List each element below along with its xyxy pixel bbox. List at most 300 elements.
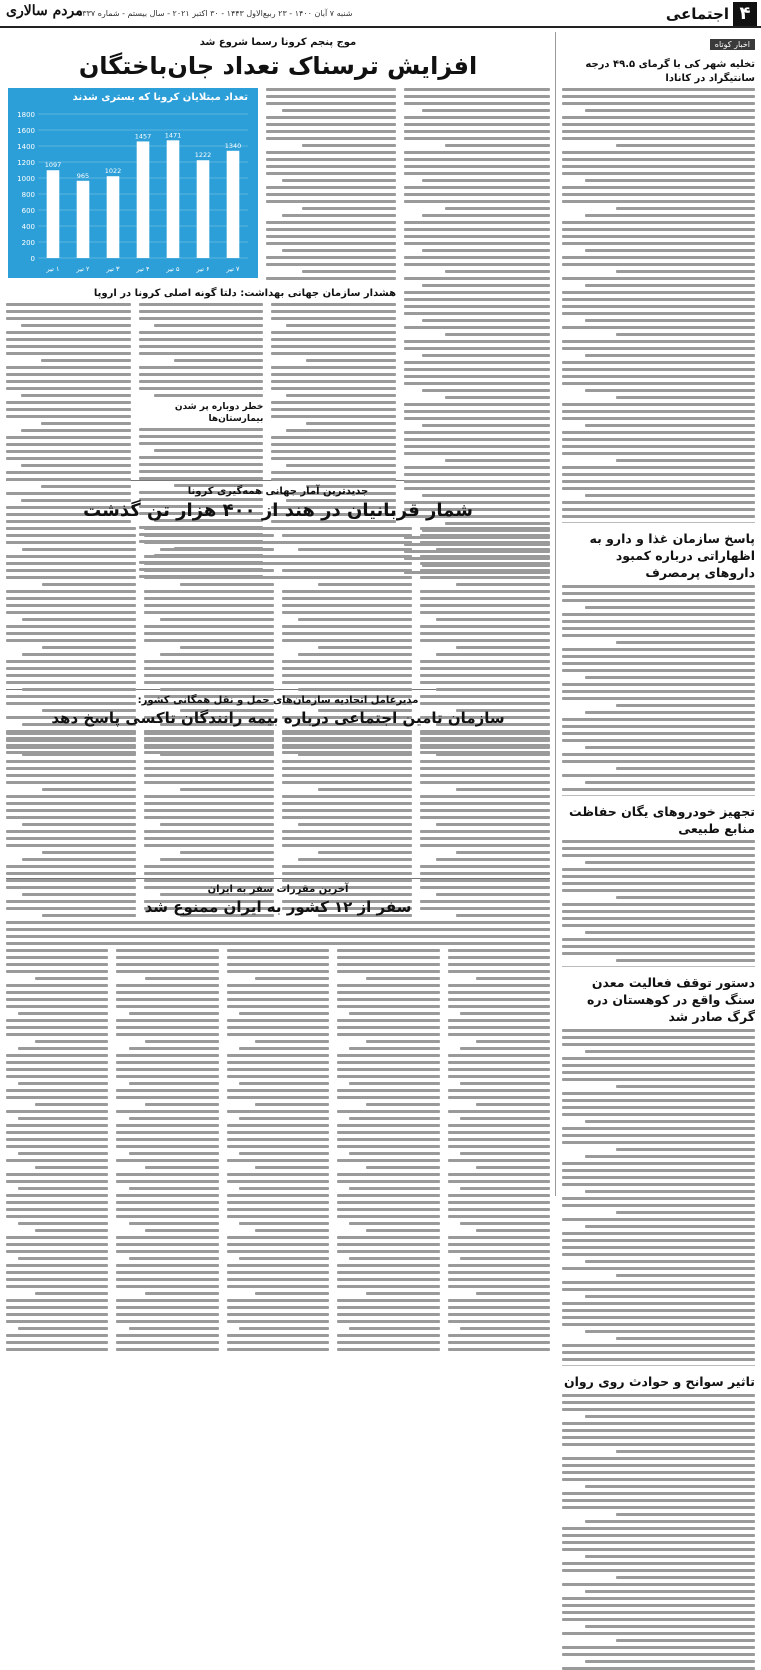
text-line	[282, 872, 412, 875]
text-line	[6, 1236, 108, 1239]
text-line	[616, 1513, 755, 1516]
text-line	[562, 854, 755, 857]
text-line	[585, 1330, 755, 1333]
text-line	[420, 660, 550, 663]
text-line	[6, 760, 136, 763]
x-tick-label: ۴ تیر	[136, 265, 150, 273]
text-line	[562, 1239, 755, 1242]
text-line	[282, 625, 412, 628]
text-line	[6, 1180, 108, 1183]
text-line	[562, 501, 755, 504]
article-text	[227, 921, 329, 1351]
text-line	[585, 494, 755, 497]
y-tick-label: 1200	[17, 159, 35, 167]
text-line	[18, 1047, 108, 1050]
text-line	[562, 1653, 755, 1656]
text-line	[116, 1145, 218, 1148]
data-label: 1457	[134, 132, 152, 141]
text-line	[42, 914, 136, 917]
text-line	[174, 359, 264, 362]
text-line	[448, 991, 550, 994]
text-line	[129, 1327, 219, 1330]
text-line	[139, 303, 264, 306]
text-line	[404, 116, 550, 119]
text-line	[420, 604, 550, 607]
text-line	[562, 1113, 755, 1116]
text-line	[227, 1019, 329, 1022]
text-line	[239, 1257, 329, 1260]
text-line	[562, 256, 755, 259]
text-line	[562, 620, 755, 623]
text-line	[144, 746, 274, 749]
text-line	[562, 910, 755, 913]
text-line	[337, 1180, 439, 1183]
text-line	[6, 991, 108, 994]
text-line	[116, 1348, 218, 1351]
text-line	[404, 382, 550, 385]
text-line	[404, 480, 550, 483]
text-line	[616, 1337, 755, 1340]
text-line	[227, 984, 329, 987]
text-line	[562, 690, 755, 693]
text-line	[448, 1341, 550, 1344]
text-line	[562, 1667, 755, 1670]
text-line	[562, 186, 755, 189]
text-line	[445, 459, 550, 462]
text-line	[6, 1005, 108, 1008]
text-line	[41, 422, 131, 425]
text-line	[562, 1541, 755, 1544]
issue-line: شنبه ۷ آبان ۱۴۰۰ - ۲۳ ربیع‌الاول ۱۴۴۳ - ۳۰ اکتبر ۲۰۲۱ - سال بیستم - شماره ۵۳۳۷	[78, 9, 353, 18]
text-line	[6, 1096, 108, 1099]
text-line	[404, 221, 550, 224]
text-line	[6, 611, 136, 614]
text-line	[144, 611, 274, 614]
story-title: شمار قربانیان در هند از ۴۰۰ هزار تن گذشت	[83, 500, 473, 521]
text-line	[349, 1257, 439, 1260]
text-line	[562, 592, 755, 595]
text-line	[476, 1040, 550, 1043]
text-line	[562, 1057, 755, 1060]
text-line	[420, 809, 550, 812]
text-line	[116, 984, 218, 987]
text-line	[366, 1103, 440, 1106]
text-line	[239, 1152, 329, 1155]
text-line	[282, 660, 412, 663]
text-line	[422, 214, 550, 217]
text-line	[366, 1292, 440, 1295]
text-line	[562, 718, 755, 721]
text-line	[448, 949, 550, 952]
text-line	[562, 1604, 755, 1607]
text-line	[266, 137, 396, 140]
text-line	[562, 1281, 755, 1284]
chart-svg	[8, 88, 258, 278]
text-line	[445, 333, 550, 336]
text-line	[562, 1436, 755, 1439]
related-story-title: هشدار سازمان جهانی بهداشت: دلتا گونه اصلی کرونا در اروپا	[93, 288, 396, 299]
section-number: ۴	[733, 2, 757, 26]
text-line	[282, 865, 412, 868]
text-line	[227, 1180, 329, 1183]
text-line	[420, 774, 550, 777]
text-line	[562, 312, 755, 315]
text-line	[6, 1341, 108, 1344]
text-line	[282, 774, 412, 777]
text-line	[116, 1089, 218, 1092]
text-line	[227, 1124, 329, 1127]
text-line	[337, 991, 439, 994]
text-line	[154, 394, 264, 397]
text-line	[420, 760, 550, 763]
y-tick-label: 1000	[17, 175, 35, 183]
text-line	[282, 569, 412, 572]
story-travel-ban	[6, 883, 550, 1213]
text-line	[420, 907, 550, 910]
text-line	[448, 1075, 550, 1078]
text-line	[227, 1026, 329, 1029]
text-line	[266, 221, 396, 224]
text-line	[562, 515, 755, 518]
text-line	[562, 1169, 755, 1172]
text-line	[227, 1341, 329, 1344]
text-line	[562, 1358, 755, 1361]
text-line	[585, 284, 755, 287]
text-line	[616, 704, 755, 707]
text-line	[448, 1271, 550, 1274]
text-line	[116, 1068, 218, 1071]
text-line	[562, 1127, 755, 1130]
text-line	[404, 361, 550, 364]
story-body	[6, 921, 550, 1355]
text-line	[562, 452, 755, 455]
text-line	[445, 207, 550, 210]
text-line	[22, 753, 136, 756]
text-line	[562, 487, 755, 490]
text-line	[420, 781, 550, 784]
text-line	[6, 956, 108, 959]
text-line	[41, 359, 131, 362]
text-line	[42, 646, 136, 649]
text-line	[337, 1243, 439, 1246]
text-line	[404, 158, 550, 161]
text-line	[366, 1166, 440, 1169]
text-line	[6, 1348, 108, 1351]
text-line	[337, 1033, 439, 1036]
text-line	[145, 1040, 219, 1043]
text-line	[349, 1012, 439, 1015]
text-line	[116, 1110, 218, 1113]
text-line	[562, 438, 755, 441]
text-line	[6, 303, 131, 306]
text-line	[144, 816, 274, 819]
text-line	[116, 1250, 218, 1253]
text-line	[18, 1082, 108, 1085]
text-line	[404, 410, 550, 413]
text-line	[144, 576, 274, 579]
text-line	[116, 935, 218, 938]
text-line	[337, 1201, 439, 1204]
text-line	[337, 998, 439, 1001]
text-line	[6, 746, 136, 749]
text-line	[562, 431, 755, 434]
text-line	[404, 102, 550, 105]
data-label: 1097	[44, 161, 62, 170]
text-line	[139, 310, 264, 313]
y-tick-label: 1800	[17, 111, 35, 119]
text-line	[129, 1012, 219, 1015]
text-line	[562, 1036, 755, 1039]
text-line	[337, 1005, 439, 1008]
text-line	[21, 324, 131, 327]
x-tick-label: ۶ تیر	[196, 265, 210, 273]
text-line	[6, 1061, 108, 1064]
text-line	[266, 123, 396, 126]
text-line	[227, 1089, 329, 1092]
text-line	[562, 1457, 755, 1460]
text-line	[139, 338, 264, 341]
story-kicker: آخرین مقررات سفر به ایران	[207, 884, 349, 895]
text-line	[562, 1309, 755, 1312]
x-tick-label: ۷ تیر	[226, 265, 240, 273]
text-line	[460, 1012, 550, 1015]
text-line	[144, 660, 274, 663]
text-line	[445, 270, 550, 273]
text-line	[6, 625, 136, 628]
text-line	[562, 732, 755, 735]
text-line	[337, 1236, 439, 1239]
text-line	[35, 1103, 109, 1106]
text-line	[562, 403, 755, 406]
article-text	[6, 732, 136, 945]
text-line	[116, 1278, 218, 1281]
text-line	[6, 450, 131, 453]
x-tick-label: ۳ تیر	[106, 265, 120, 273]
text-line	[585, 1590, 755, 1593]
text-line	[116, 1096, 218, 1099]
text-line	[139, 331, 264, 334]
text-line	[144, 739, 274, 742]
text-line	[21, 394, 131, 397]
text-line	[6, 1138, 108, 1141]
text-line	[139, 352, 264, 355]
text-line	[282, 746, 412, 749]
text-line	[282, 249, 396, 252]
text-line	[562, 1646, 755, 1649]
text-line	[116, 949, 218, 952]
text-line	[6, 802, 136, 805]
text-line	[562, 1302, 755, 1305]
text-line	[562, 88, 755, 91]
text-line	[144, 781, 274, 784]
text-line	[22, 548, 136, 551]
text-line	[476, 977, 550, 980]
text-line	[420, 569, 550, 572]
text-line	[266, 116, 396, 119]
text-line	[422, 319, 550, 322]
text-line	[562, 1141, 755, 1144]
text-line	[422, 109, 550, 112]
text-line	[420, 541, 550, 544]
text-line	[6, 774, 136, 777]
text-line	[562, 1204, 755, 1207]
text-line	[562, 1064, 755, 1067]
data-label: 1222	[194, 151, 212, 160]
text-line	[6, 408, 131, 411]
text-line	[6, 478, 131, 481]
text-line	[6, 1285, 108, 1288]
text-line	[144, 774, 274, 777]
text-line	[404, 438, 550, 441]
article-text	[448, 921, 550, 1351]
text-line	[271, 310, 396, 313]
text-line	[282, 576, 412, 579]
text-line	[144, 555, 274, 558]
text-line	[562, 1597, 755, 1600]
text-line	[562, 697, 755, 700]
text-line	[562, 1323, 755, 1326]
text-line	[6, 380, 131, 383]
story-title: سازمان تامین اجتماعی درباره بیمه رانندگان تاکسی پاسخ دهد	[51, 709, 505, 727]
text-line	[436, 548, 550, 551]
text-line	[6, 1243, 108, 1246]
text-line	[616, 1085, 755, 1088]
text-line	[6, 555, 136, 558]
text-line	[460, 1117, 550, 1120]
text-line	[298, 688, 412, 691]
text-line	[562, 508, 755, 511]
text-line	[476, 1292, 550, 1295]
text-line	[6, 872, 136, 875]
text-line	[227, 921, 329, 924]
text-line	[302, 207, 396, 210]
text-line	[562, 1548, 755, 1551]
text-line	[456, 851, 550, 854]
text-line	[349, 1187, 439, 1190]
text-line	[448, 1194, 550, 1197]
text-line	[266, 158, 396, 161]
text-line	[266, 256, 396, 259]
text-line	[282, 611, 412, 614]
text-line	[282, 739, 412, 742]
text-line	[6, 1215, 108, 1218]
text-line	[144, 625, 274, 628]
text-line	[562, 753, 755, 756]
text-line	[562, 1176, 755, 1179]
text-line	[282, 767, 412, 770]
text-line	[448, 1033, 550, 1036]
text-line	[562, 158, 755, 161]
text-line	[562, 613, 755, 616]
text-line	[445, 396, 550, 399]
text-line	[404, 466, 550, 469]
text-line	[139, 428, 264, 431]
text-line	[404, 368, 550, 371]
text-line	[337, 1019, 439, 1022]
text-line	[22, 688, 136, 691]
text-line	[144, 632, 274, 635]
text-line	[337, 1299, 439, 1302]
text-line	[448, 928, 550, 931]
text-line	[562, 1618, 755, 1621]
text-line	[271, 415, 396, 418]
text-line	[144, 830, 274, 833]
text-line	[6, 660, 136, 663]
y-tick-label: 1400	[17, 143, 35, 151]
text-line	[562, 1394, 755, 1397]
text-line	[116, 963, 218, 966]
text-line	[271, 303, 396, 306]
text-line	[562, 480, 755, 483]
text-line	[585, 676, 755, 679]
text-line	[160, 753, 274, 756]
text-line	[420, 632, 550, 635]
text-line	[266, 130, 396, 133]
text-line	[404, 242, 550, 245]
text-line	[6, 1334, 108, 1337]
text-line	[404, 347, 550, 350]
text-line	[6, 781, 136, 784]
text-line	[6, 345, 131, 348]
text-line	[144, 837, 274, 840]
text-line	[585, 1625, 755, 1628]
article-text	[266, 88, 396, 280]
text-line	[562, 627, 755, 630]
text-line	[562, 1218, 755, 1221]
text-line	[562, 305, 755, 308]
text-line	[227, 991, 329, 994]
text-line	[227, 1299, 329, 1302]
text-line	[562, 263, 755, 266]
text-line	[144, 604, 274, 607]
text-line	[404, 277, 550, 280]
text-line	[337, 1096, 439, 1099]
text-line	[227, 1271, 329, 1274]
text-line	[227, 1320, 329, 1323]
data-label: 1022	[104, 167, 122, 176]
text-line	[6, 907, 136, 910]
text-line	[255, 1166, 329, 1169]
text-line	[562, 1583, 755, 1586]
text-line	[271, 331, 396, 334]
text-line	[266, 242, 396, 245]
text-line	[366, 1040, 440, 1043]
story-subhead: خطر دوباره پر شدن بیمارستان‌ها	[174, 402, 264, 424]
text-line	[6, 1313, 108, 1316]
text-line	[318, 646, 412, 649]
y-tick-label: 1600	[17, 127, 35, 135]
text-line	[239, 1222, 329, 1225]
text-line	[255, 977, 329, 980]
text-line	[271, 408, 396, 411]
text-line	[145, 1229, 219, 1232]
text-line	[422, 179, 550, 182]
text-line	[6, 732, 136, 735]
text-line	[420, 767, 550, 770]
text-line	[6, 1306, 108, 1309]
short-news-headline-5: تاثیر سوانح و حوادث روی روان	[563, 1374, 755, 1389]
text-line	[404, 375, 550, 378]
text-line	[562, 868, 755, 871]
text-line	[227, 1096, 329, 1099]
text-line	[227, 998, 329, 1001]
text-line	[42, 851, 136, 854]
newspaper-logo: مردم سالاری	[6, 3, 83, 19]
short-news-column	[555, 32, 755, 1389]
text-line	[448, 1334, 550, 1337]
text-line	[562, 361, 755, 364]
text-line	[116, 998, 218, 1001]
